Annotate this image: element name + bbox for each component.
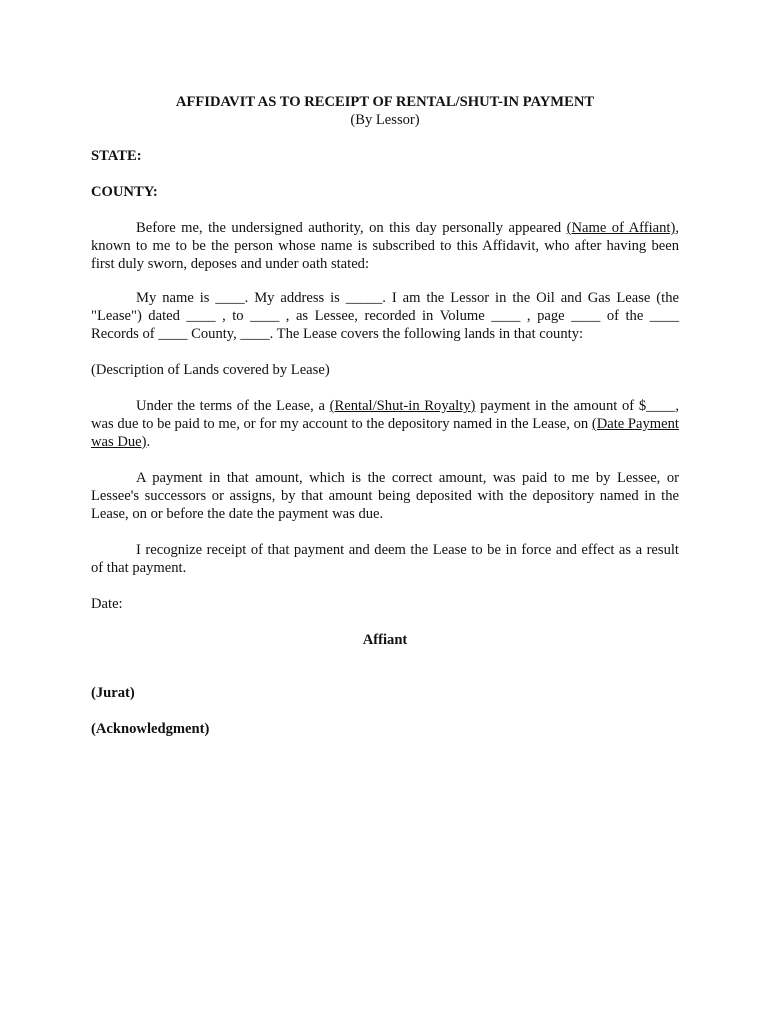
- due-date-blank: (Date Payment was Due): [91, 416, 679, 450]
- paragraph-appearance: [91, 219, 679, 273]
- date-label: Date:: [91, 596, 123, 612]
- acknowledgment-label: (Acknowledgment): [91, 721, 210, 737]
- paragraph-payment-terms: [91, 397, 679, 451]
- document-page: [91, 93, 679, 738]
- affiant-label: Affiant: [362, 632, 408, 648]
- state-label: STATE:: [91, 148, 142, 164]
- para3-before: Under the terms of the Lease, a: [136, 398, 330, 414]
- document-subtitle: (By Lessor): [350, 112, 420, 128]
- payment-type-blank: (Rental/Shut-in Royalty): [329, 398, 476, 414]
- document-title: AFFIDAVIT AS TO RECEIPT OF RENTAL/SHUT-IN PAYMENT: [175, 94, 595, 110]
- lands-description: (Description of Lands covered by Lease): [91, 362, 330, 378]
- affiant-name-blank: (Name of Affiant): [566, 220, 676, 236]
- paragraph-lessor-details: My name is ____. My address is _____. I am the Lessor in the Oil and Gas Lease (the "Lease") dated ____ , to ____ , as Lessee, recorded in Volume ____ , page ____ of the ____ Records of ____ County, ____. The Lease covers the following lands in that county:: [91, 290, 679, 342]
- para1-before: Before me, the undersigned authority, on this day personally appeared: [136, 220, 567, 236]
- county-label: COUNTY:: [91, 184, 158, 200]
- para3-after: .: [146, 434, 151, 450]
- para3-middle: payment in the amount of $____, was due to be paid to me, or for my account to the depository named in the Lease, on: [91, 398, 679, 432]
- jurat-label: (Jurat): [91, 685, 135, 701]
- paragraph-recognition: I recognize receipt of that payment and deem the Lease to be in force and effect as a result of that payment.: [91, 542, 679, 576]
- paragraph-payment-made: A payment in that amount, which is the correct amount, was paid to me by Lessee, or Lessee's successors or assigns, by that amount being deposited with the depository named in the Lease, on or before the date the payment was due.: [91, 470, 679, 522]
- para1-after: , known to me to be the person whose name is subscribed to this Affidavit, who after having been first duly sworn, deposes and under oath stated:: [91, 220, 679, 272]
